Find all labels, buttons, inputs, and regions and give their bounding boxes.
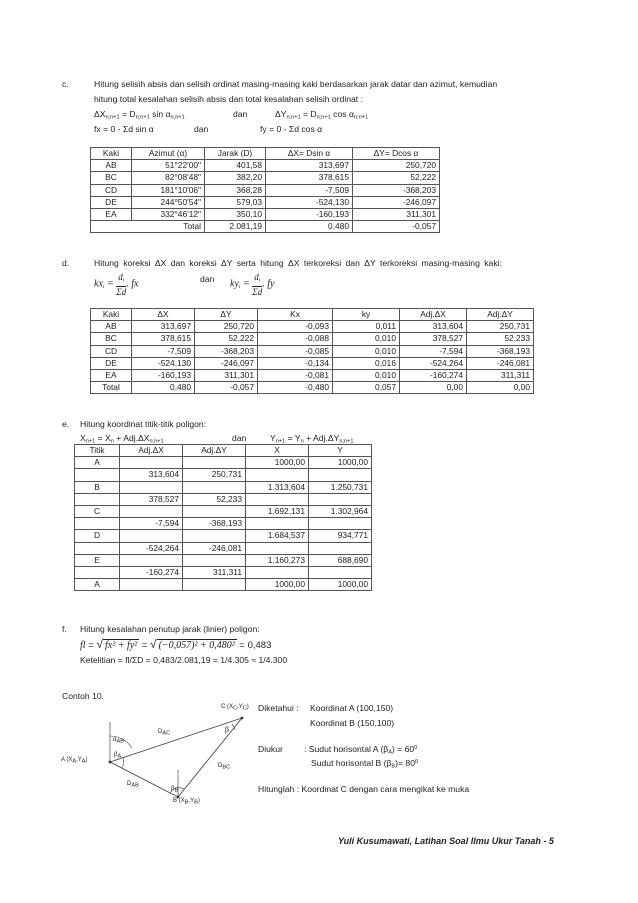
table-cell: A xyxy=(75,457,120,469)
table-cell: -0,134 xyxy=(258,357,333,369)
table-header: Titik xyxy=(75,445,120,457)
table-cell: E xyxy=(75,554,120,566)
table-header: ΔX= Dsin α xyxy=(266,148,353,160)
formula-y: $Y_{n+1} = Y_n + Adj.\Delta Y_{n;n+1}$ xyxy=(270,433,354,445)
table-cell: 0,010 xyxy=(333,369,400,381)
table-cell: 0,00 xyxy=(467,382,534,394)
line-ab xyxy=(110,762,178,797)
formula-dx: $\Delta X_{n;n+1} = D_{n;n+1}$ $\sin \alpha_{n;n+1}$ xyxy=(94,109,185,121)
table-cell: -368,203 xyxy=(195,345,258,357)
table-cell: -7,509 xyxy=(132,345,195,357)
sudut-b: Sudut horisontal B $(\beta_B)= 80^0$ xyxy=(311,758,419,770)
label-beta-a: βA xyxy=(114,752,122,760)
table-cell xyxy=(309,542,372,554)
table-cell: -524,264 xyxy=(120,542,183,554)
table-cell: 1.684,537 xyxy=(246,530,309,542)
table-cell xyxy=(183,505,246,517)
table-cell: 1.302,964 xyxy=(309,505,372,517)
table-header: Adj.ΔY xyxy=(467,309,534,321)
table-header-row xyxy=(91,309,534,321)
table-row xyxy=(75,554,372,566)
table-cell: BC xyxy=(91,333,132,345)
table-cell: -0,480 xyxy=(258,382,333,394)
table-row xyxy=(75,493,372,505)
table-cell: -524,130 xyxy=(132,357,195,369)
label-d-bc: DBC xyxy=(218,763,231,771)
table-header: Y xyxy=(309,445,372,457)
point-a xyxy=(109,761,112,764)
table-cell: 378,527 xyxy=(120,493,183,505)
table-cell: 311,301 xyxy=(353,208,440,220)
table-cell xyxy=(120,457,183,469)
table-header: ΔY xyxy=(195,309,258,321)
table-cell: 250,720 xyxy=(353,160,440,172)
table-header: Kx xyxy=(258,309,333,321)
table-total-row xyxy=(91,221,440,233)
table-cell: 311,301 xyxy=(195,369,258,381)
table-row xyxy=(91,369,534,381)
koordinat-b: Koordinat B (150,100) xyxy=(310,718,395,728)
table-cell xyxy=(120,481,183,493)
table-cell: -7,594 xyxy=(400,345,467,357)
section-c-line2: hitung total kesalahan selisih absis dan total kesalahan selisih ordinat : xyxy=(94,94,363,104)
table-header-row xyxy=(75,445,372,457)
table-cell: -246,097 xyxy=(353,196,440,208)
table-row xyxy=(75,457,372,469)
table-cell: -246,081 xyxy=(467,357,534,369)
table-cell: 52,222 xyxy=(353,172,440,184)
table-cell: 311,311 xyxy=(467,369,534,381)
table-cell: EA xyxy=(91,369,132,381)
table-cell: -160,274 xyxy=(400,369,467,381)
table-cell: BC xyxy=(91,172,132,184)
section-e-line1: Hitung koordinat titik-titik poligon: xyxy=(80,419,207,429)
table-cell xyxy=(246,542,309,554)
table-header: Jarak (D) xyxy=(205,148,266,160)
formula-fx: fx = 0 - Σd sin α xyxy=(94,124,154,134)
table-cell: -246,097 xyxy=(195,357,258,369)
table-cell: DE xyxy=(91,357,132,369)
table-cell xyxy=(183,457,246,469)
table-cell: 181°10'06" xyxy=(132,184,205,196)
formula-x: $X_{n+1} = X_n + Adj.\Delta X_{n;n+1}$ xyxy=(80,433,164,445)
table-cell: 250,731 xyxy=(467,321,534,333)
azimuth-table xyxy=(90,147,440,233)
triangle-diagram xyxy=(76,700,256,816)
diukur-label: Diukur xyxy=(258,744,283,754)
section-d-label: d. xyxy=(62,258,70,268)
diketahui-label: Diketahui : xyxy=(258,703,299,713)
section-d-line1: Hitung koreksi ΔX dan koreksi ΔY serta hitung ΔX terkoreksi dan ΔY terkoreksi masing-masing kaki: xyxy=(94,258,502,268)
table-cell: 0,480 xyxy=(266,221,353,233)
table-header: ΔX xyxy=(132,309,195,321)
table-cell: -0,057 xyxy=(353,221,440,233)
table-cell: -160,274 xyxy=(120,566,183,578)
table-cell xyxy=(75,493,120,505)
table-cell: -7,594 xyxy=(120,518,183,530)
table-cell xyxy=(246,566,309,578)
line-ac xyxy=(110,718,242,762)
table-row xyxy=(75,469,372,481)
formula-kx: $kx_i$ = $\frac{d_i}{\Sigma d}$ . fx xyxy=(94,272,139,297)
table-cell: 1000,00 xyxy=(309,457,372,469)
label-beta-b: βB xyxy=(171,786,179,794)
table-cell: -160,193 xyxy=(266,208,353,220)
table-row xyxy=(75,481,372,493)
table-cell xyxy=(309,493,372,505)
table-cell: 0,016 xyxy=(333,357,400,369)
table-row xyxy=(91,160,440,172)
table-cell: 1.692,131 xyxy=(246,505,309,517)
koordinat-a: Koordinat A (100,150) xyxy=(310,703,394,713)
table-cell: 1000,00 xyxy=(246,579,309,591)
table-row xyxy=(75,579,372,591)
section-c-label: c. xyxy=(62,79,69,89)
table-cell: 313,604 xyxy=(400,321,467,333)
line-bc xyxy=(178,718,242,797)
section-f-line3: Ketelitian = fl/ΣD = 0,483/2.081,19 = 1/4.305 ≈ 1/4.300 xyxy=(80,655,288,665)
table-row xyxy=(75,566,372,578)
table-header: Kaki xyxy=(91,309,132,321)
table-cell: 1.160,273 xyxy=(246,554,309,566)
page-footer: Yuli Kusumawati, Latihan Soal Ilmu Ukur Tanah - 5 xyxy=(338,836,554,846)
table-cell: 1.313,604 xyxy=(246,481,309,493)
table-cell: 250,731 xyxy=(183,469,246,481)
table-row xyxy=(91,172,440,184)
table-cell: 244°50'54" xyxy=(132,196,205,208)
table-cell xyxy=(75,542,120,554)
table-cell: 0,010 xyxy=(333,333,400,345)
formula-dan-2: dan xyxy=(194,124,209,134)
table-cell: 688,690 xyxy=(309,554,372,566)
section-f-label: f. xyxy=(62,624,67,634)
table-cell xyxy=(246,493,309,505)
table-cell: -0,085 xyxy=(258,345,333,357)
table-cell xyxy=(75,566,120,578)
table-cell: -524,264 xyxy=(400,357,467,369)
sudut-a: : Sudut horisontal A $(\beta_A) = 60^0$ xyxy=(304,744,418,756)
table-cell: -368,203 xyxy=(353,184,440,196)
table-cell: 382,20 xyxy=(205,172,266,184)
table-header: Adj.ΔX xyxy=(400,309,467,321)
table-cell xyxy=(309,469,372,481)
table-cell: 313,697 xyxy=(266,160,353,172)
table-cell: -0,057 xyxy=(195,382,258,394)
table-cell: -368,193 xyxy=(467,345,534,357)
table-cell xyxy=(120,505,183,517)
table-cell: 82°08'48" xyxy=(132,172,205,184)
formula-dy: $\Delta Y_{n;n+1} = D_{n;n+1}$ $\cos \alpha_{n;n+1}$ xyxy=(275,109,369,121)
table-cell xyxy=(183,579,246,591)
table-row xyxy=(91,345,534,357)
formula-ky: $ky_i$ = $\frac{d_i}{\Sigma d}$ . fy xyxy=(230,272,275,297)
table-cell: 1000,00 xyxy=(309,579,372,591)
table-cell xyxy=(75,518,120,530)
table-cell: 332°46'12" xyxy=(132,208,205,220)
table-cell: AB xyxy=(91,321,132,333)
table-row xyxy=(91,333,534,345)
table-cell: -0,093 xyxy=(258,321,333,333)
table-header: Azimut (α) xyxy=(132,148,205,160)
table-cell: AB xyxy=(91,160,132,172)
table-row xyxy=(75,518,372,530)
table-row xyxy=(91,196,440,208)
formula-dan: dan xyxy=(233,109,248,119)
table-cell: 579,03 xyxy=(205,196,266,208)
table-row xyxy=(91,357,534,369)
table-cell xyxy=(309,518,372,530)
table-cell xyxy=(309,566,372,578)
table-cell: EA xyxy=(91,208,132,220)
table-cell: 350,10 xyxy=(205,208,266,220)
table-cell: 0,480 xyxy=(132,382,195,394)
table-cell xyxy=(246,518,309,530)
table-cell: 0,057 xyxy=(333,382,400,394)
table-cell: 0,00 xyxy=(400,382,467,394)
label-beta-c: β xyxy=(225,727,230,734)
table-row xyxy=(75,542,372,554)
coordinate-table xyxy=(74,444,372,591)
table-cell xyxy=(120,554,183,566)
label-a: A (XA,YA) xyxy=(61,757,88,765)
table-cell: 1.250,731 xyxy=(309,481,372,493)
table-cell: A xyxy=(75,579,120,591)
table-cell: 52,222 xyxy=(195,333,258,345)
formula-dan-4: dan xyxy=(232,433,247,443)
section-f-line1: Hitung kesalahan penutup jarak (linier) poligon: xyxy=(80,624,260,634)
table-cell: 51°22'00" xyxy=(132,160,205,172)
formula-fl: fl = √ fx² + fy² = √ (−0,057)² + 0,480² = 0,483 xyxy=(80,637,272,651)
hitunglah-line: Hitunglah : Koordinat C dengan cara mengikat ke muka xyxy=(258,784,470,794)
table-cell: -7,509 xyxy=(266,184,353,196)
table-cell: 313,697 xyxy=(132,321,195,333)
table-header: ky xyxy=(333,309,400,321)
table-cell: -368,193 xyxy=(183,518,246,530)
table-row xyxy=(75,505,372,517)
table-cell: 313,604 xyxy=(120,469,183,481)
table-header: ΔY= Dcos α xyxy=(353,148,440,160)
table-cell: CD xyxy=(91,345,132,357)
table-header: Kaki xyxy=(91,148,132,160)
label-alpha-ab: αAB xyxy=(113,737,124,745)
formula-dan-3: dan xyxy=(200,274,215,284)
table-cell: 378,615 xyxy=(132,333,195,345)
table-cell xyxy=(120,579,183,591)
table-cell xyxy=(120,530,183,542)
table-cell: 378,527 xyxy=(400,333,467,345)
label-d-ac: DAC xyxy=(158,729,171,737)
formula-fy: fy = 0 - Σd cos α xyxy=(260,124,323,134)
table-cell: 2.081,19 xyxy=(205,221,266,233)
table-cell xyxy=(75,469,120,481)
section-e-label: e. xyxy=(62,419,70,429)
table-header: Adj.ΔY xyxy=(183,445,246,457)
table-cell xyxy=(183,530,246,542)
label-c: C (XC,YC) xyxy=(221,704,249,712)
table-header: Adj.ΔX xyxy=(120,445,183,457)
table-cell: D xyxy=(75,530,120,542)
table-cell: DE xyxy=(91,196,132,208)
table-header: X xyxy=(246,445,309,457)
table-cell: -160,193 xyxy=(132,369,195,381)
label-b: B (XB,YB) xyxy=(173,798,200,806)
table-cell: 934,771 xyxy=(309,530,372,542)
table-row xyxy=(75,530,372,542)
table-cell: CD xyxy=(91,184,132,196)
table-cell: 1000,00 xyxy=(246,457,309,469)
label-d-ab: DAB xyxy=(127,781,139,789)
table-row xyxy=(91,382,534,394)
table-cell: 52,233 xyxy=(183,493,246,505)
example-title: Contoh 10. xyxy=(62,691,105,701)
table-cell xyxy=(183,481,246,493)
table-cell: -0,088 xyxy=(258,333,333,345)
table-cell: B xyxy=(75,481,120,493)
table-cell xyxy=(183,554,246,566)
table-row xyxy=(91,321,534,333)
table-cell: 401,58 xyxy=(205,160,266,172)
table-cell: Total xyxy=(91,221,205,233)
table-cell: -0,081 xyxy=(258,369,333,381)
table-cell: 0,010 xyxy=(333,345,400,357)
beta-a-arc xyxy=(122,758,123,768)
table-cell: 0,011 xyxy=(333,321,400,333)
table-cell: Total xyxy=(91,382,132,394)
table-header-row xyxy=(91,148,440,160)
point-c xyxy=(241,717,244,720)
correction-table xyxy=(90,308,534,394)
table-cell: 250,720 xyxy=(195,321,258,333)
table-cell: 368,28 xyxy=(205,184,266,196)
table-cell: -524,130 xyxy=(266,196,353,208)
table-cell: 52,233 xyxy=(467,333,534,345)
table-row xyxy=(91,184,440,196)
table-cell: C xyxy=(75,505,120,517)
table-cell: -246,081 xyxy=(183,542,246,554)
table-cell xyxy=(246,469,309,481)
section-c-line1: Hitung selisih absis dan selisih ordinat masing-masing kaki berdasarkan jarak datar dan azimut, kemudian xyxy=(94,79,498,89)
table-row xyxy=(91,208,440,220)
table-cell: 311,311 xyxy=(183,566,246,578)
table-cell: 378,615 xyxy=(266,172,353,184)
